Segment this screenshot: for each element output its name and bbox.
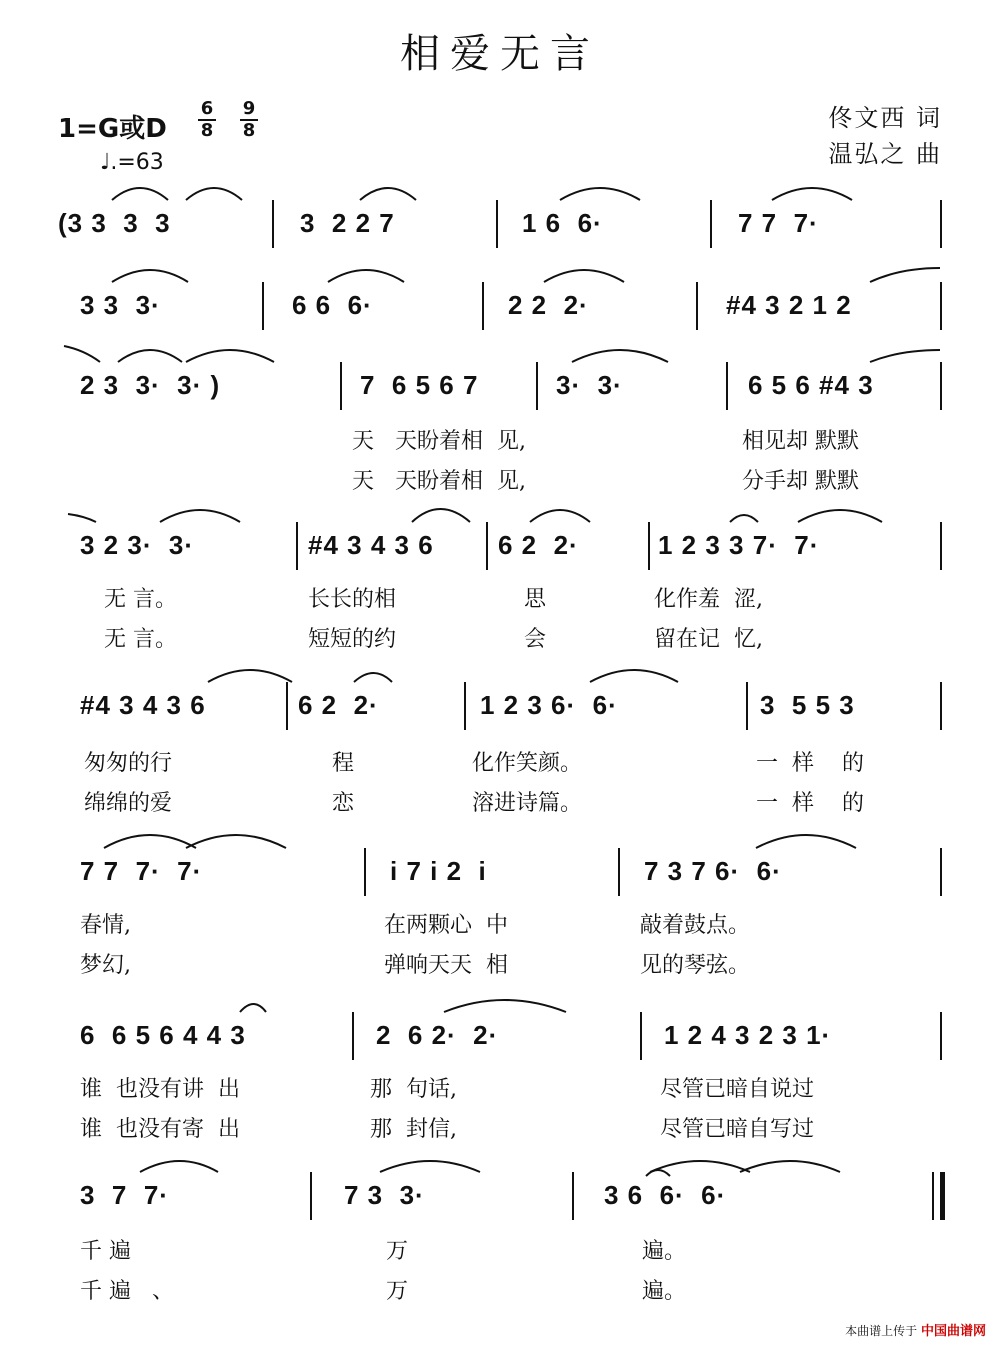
- measure: (3 3 3 3: [58, 208, 171, 238]
- measure: 7 3 3·: [344, 1180, 425, 1210]
- lyric-line: 谁 也没有寄 出: [80, 1117, 240, 1142]
- lyric-line: 遍。: [642, 1279, 687, 1304]
- measure: 3 7 7·: [80, 1180, 169, 1210]
- measure: 3 6 6· 6·: [604, 1180, 727, 1210]
- measure: 2 3 3· 3· ): [80, 370, 221, 400]
- measure: #4 3 4 3 6: [80, 690, 206, 720]
- page-title: 相爱无言: [400, 31, 600, 77]
- measure: 6 6 5 6 4 4 3: [80, 1020, 246, 1050]
- lyric-line: 分手却 默默: [742, 469, 859, 494]
- lyric-line: 程: [332, 751, 355, 776]
- measure: 2 2 2·: [508, 290, 589, 320]
- measure: i 7 i 2 i: [390, 856, 487, 886]
- lyric-line: 化作笑颜。: [472, 751, 583, 776]
- lyric-line: 遍。: [642, 1239, 687, 1264]
- measure: 3 3 3·: [80, 290, 161, 320]
- lyric-line: 长长的相: [308, 587, 397, 612]
- lyric-line: 会: [524, 627, 547, 652]
- key-signature: 1=G或D: [58, 114, 167, 144]
- lyric-line: 梦幻,: [80, 953, 131, 978]
- tempo-marking: ♩.=63: [100, 150, 164, 175]
- lyric-line: 万: [386, 1239, 409, 1264]
- lyric-line: 无 言。: [104, 627, 177, 652]
- lyric-line: 恋: [332, 791, 355, 816]
- lyric-line: 化作羞 涩,: [654, 587, 763, 612]
- lyric-line: 尽管已暗自说过: [660, 1077, 815, 1102]
- measure: 3 2 3· 3·: [80, 530, 195, 560]
- composer-credit: 温弘之 曲: [828, 140, 942, 168]
- lyric-line: 天 天盼着相 见,: [352, 469, 526, 494]
- measure: #4 3 4 3 6: [308, 530, 434, 560]
- lyric-line: 千 遍: [80, 1239, 131, 1264]
- measure: 6 2 2·: [298, 690, 379, 720]
- time-signature-9-8: 9 8: [240, 100, 258, 140]
- lyric-line: 一 样 的: [756, 791, 864, 816]
- lyric-line: 敲着鼓点。: [640, 913, 751, 938]
- lyric-line: 弹响天天 相: [384, 953, 508, 978]
- time-signature-6-8: 6 8: [198, 100, 216, 140]
- site-logo-text: 中国曲谱网: [920, 1324, 986, 1339]
- measure: 6 6 6·: [292, 290, 373, 320]
- lyric-line: 万: [386, 1279, 409, 1304]
- lyric-line: 尽管已暗自写过: [660, 1117, 815, 1142]
- measure: 7 3 7 6· 6·: [644, 856, 782, 886]
- lyric-line: 绵绵的爱: [84, 791, 173, 816]
- measure: 7 7 7· 7·: [80, 856, 203, 886]
- lyric-line: 那 封信,: [370, 1117, 457, 1142]
- lyric-line: 短短的约: [308, 627, 397, 652]
- lyric-line: 天 天盼着相 见,: [352, 429, 526, 454]
- measure: 1 2 3 6· 6·: [480, 690, 618, 720]
- measure: 7 7 7·: [738, 208, 819, 238]
- lyric-line: 谁 也没有讲 出: [80, 1077, 240, 1102]
- measure: 2 6 2· 2·: [376, 1020, 499, 1050]
- footer-prefix: 本曲谱上传于: [845, 1324, 918, 1338]
- measure: 3· 3·: [556, 370, 623, 400]
- lyric-line: 思: [524, 587, 547, 612]
- measure: 1 2 4 3 2 3 1·: [664, 1020, 832, 1050]
- lyric-line: 在两颗心 中: [384, 913, 508, 938]
- lyric-line: 千 遍 、: [80, 1279, 174, 1304]
- measure: 3 2 2 7: [300, 208, 395, 238]
- lyric-line: 相见却 默默: [742, 429, 859, 454]
- footer-credit: [845, 1320, 986, 1339]
- lyricist-credit: 佟文西 词: [828, 104, 942, 132]
- lyric-line: 春情,: [80, 913, 131, 938]
- lyric-line: 见的琴弦。: [640, 953, 751, 978]
- lyric-line: 无 言。: [104, 587, 177, 612]
- measure: 6 2 2·: [498, 530, 579, 560]
- lyric-line: 那 句话,: [370, 1077, 457, 1102]
- measure: 1 2 3 3 7· 7·: [658, 530, 820, 560]
- lyric-line: 匆匆的行: [84, 751, 173, 776]
- measure: 6 5 6 #4 3: [748, 370, 874, 400]
- measure: 1 6 6·: [522, 208, 603, 238]
- measure: #4 3 2 1 2: [726, 290, 852, 320]
- measure: 3 5 5 3: [760, 690, 855, 720]
- measure: 7 6 5 6 7: [360, 370, 479, 400]
- lyric-line: 一 样 的: [756, 751, 864, 776]
- lyric-line: 留在记 忆,: [654, 627, 763, 652]
- lyric-line: 溶进诗篇。: [472, 791, 583, 816]
